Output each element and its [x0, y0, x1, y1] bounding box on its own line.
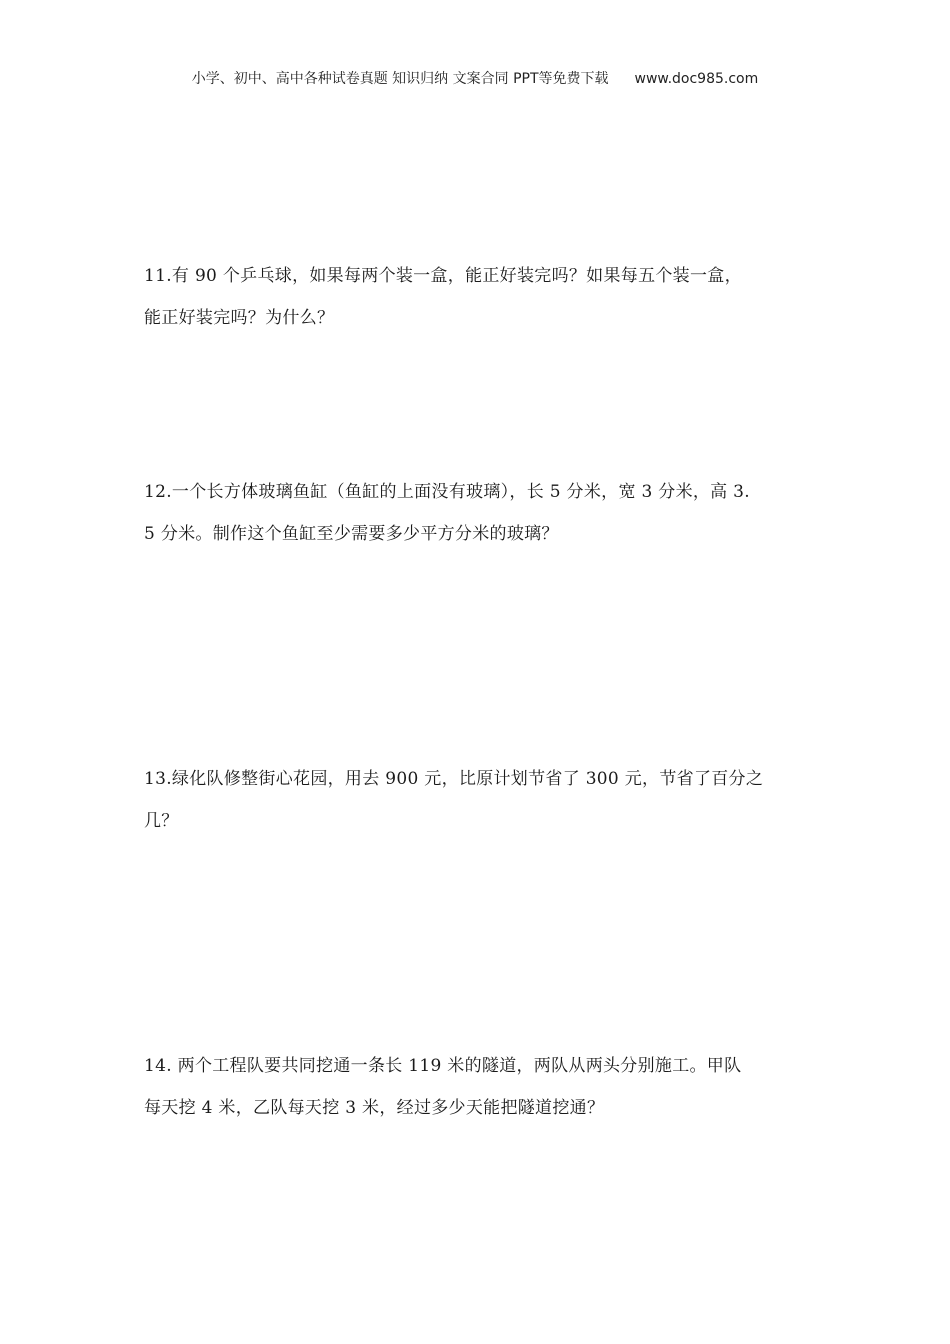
- question-12: [144, 471, 812, 555]
- question-line: 14. 两个工程队要共同挖通一条长 119 米的隧道，两队从两头分别施工。甲队: [144, 1056, 742, 1076]
- question-14: [144, 1045, 812, 1129]
- question-11: [144, 255, 812, 339]
- question-line: 几？: [144, 811, 179, 831]
- question-line: 能正好装完吗？为什么？: [144, 308, 335, 328]
- header-text: 小学、初中、高中各种试卷真题 知识归纳 文案合同 PPT等免费下载: [191, 71, 609, 87]
- question-line: 11.有 90 个乒乓球，如果每两个装一盒，能正好装完吗？如果每五个装一盒，: [144, 266, 742, 286]
- header-site-url: www.doc985.com: [634, 71, 759, 87]
- question-13: [144, 758, 812, 842]
- question-line: 每天挖 4 米，乙队每天挖 3 米，经过多少天能把隧道挖通？: [144, 1098, 605, 1118]
- question-line: 13.绿化队修整街心花园，用去 900 元，比原计划节省了 300 元，节省了百分之: [144, 769, 764, 789]
- question-line: 5 分米。制作这个鱼缸至少需要多少平方分米的玻璃？: [144, 524, 559, 544]
- page-header: [0, 68, 950, 88]
- question-line: 12.一个长方体玻璃鱼缸（鱼缸的上面没有玻璃），长 5 分米，宽 3 分米，高 3.: [144, 482, 751, 502]
